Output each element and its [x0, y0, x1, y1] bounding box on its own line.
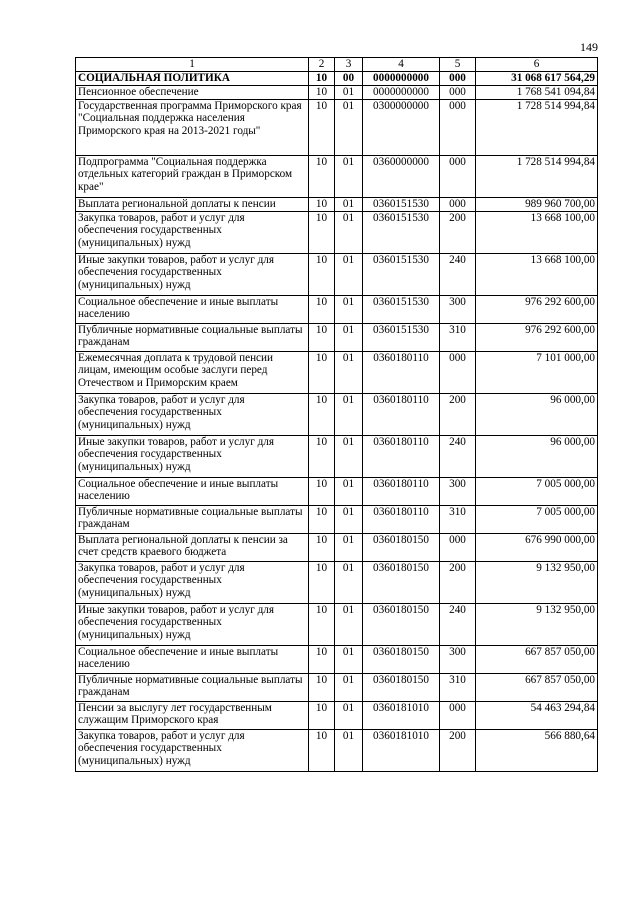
row-expense-type-code: 200 [440, 561, 476, 603]
row-subsection-code: 01 [335, 505, 363, 533]
row-section-code: 10 [309, 295, 335, 323]
row-subsection-code: 01 [335, 85, 363, 99]
row-target-article-code: 0360000000 [363, 155, 440, 197]
row-target-article-code: 0360180150 [363, 645, 440, 673]
row-target-article-code: 0360180150 [363, 673, 440, 701]
row-section-code: 10 [309, 393, 335, 435]
row-amount: 7 005 000,00 [476, 477, 598, 505]
row-target-article-code: 0000000000 [363, 71, 440, 85]
row-subsection-code: 01 [335, 295, 363, 323]
row-subsection-code: 01 [335, 197, 363, 211]
table-row [76, 351, 598, 393]
row-subsection-code: 01 [335, 533, 363, 561]
row-amount: 566 880,64 [476, 729, 598, 771]
row-amount: 31 068 617 564,29 [476, 71, 598, 85]
row-name: Иные закупки товаров, работ и услуг для обеспечения государственных (муниципальных) нужд [76, 253, 309, 295]
row-section-code: 10 [309, 701, 335, 729]
budget-table [75, 57, 598, 772]
row-name: Государственная программа Приморского края "Социальная поддержка населения Приморского края на 2013-2021 годы" [76, 99, 309, 155]
row-expense-type-code: 000 [440, 71, 476, 85]
table-row [76, 505, 598, 533]
row-amount: 9 132 950,00 [476, 603, 598, 645]
row-amount: 13 668 100,00 [476, 253, 598, 295]
row-target-article-code: 0360181010 [363, 729, 440, 771]
row-section-code: 10 [309, 673, 335, 701]
row-amount: 96 000,00 [476, 435, 598, 477]
row-expense-type-code: 000 [440, 85, 476, 99]
row-section-code: 10 [309, 533, 335, 561]
row-target-article-code: 0360180150 [363, 533, 440, 561]
row-name: Ежемесячная доплата к трудовой пенсии лицам, имеющим особые заслуги перед Отечеством и Приморским краем [76, 351, 309, 393]
row-subsection-code: 01 [335, 645, 363, 673]
row-amount: 667 857 050,00 [476, 673, 598, 701]
table-row [76, 729, 598, 771]
row-name: Закупка товаров, работ и услуг для обеспечения государственных (муниципальных) нужд [76, 561, 309, 603]
row-expense-type-code: 000 [440, 533, 476, 561]
row-section-code: 10 [309, 505, 335, 533]
row-target-article-code: 0360151530 [363, 295, 440, 323]
table-row [76, 99, 598, 155]
table-row [76, 211, 598, 253]
row-amount: 54 463 294,84 [476, 701, 598, 729]
row-subsection-code: 01 [335, 393, 363, 435]
table-row [76, 701, 598, 729]
row-subsection-code: 01 [335, 351, 363, 393]
table-row [76, 533, 598, 561]
table-row [76, 323, 598, 351]
row-name: Публичные нормативные социальные выплаты гражданам [76, 323, 309, 351]
row-expense-type-code: 240 [440, 603, 476, 645]
row-amount: 976 292 600,00 [476, 295, 598, 323]
row-amount: 976 292 600,00 [476, 323, 598, 351]
table-row [76, 603, 598, 645]
row-expense-type-code: 310 [440, 673, 476, 701]
row-target-article-code: 0360151530 [363, 197, 440, 211]
row-section-code: 10 [309, 85, 335, 99]
row-target-article-code: 0360180150 [363, 561, 440, 603]
row-subsection-code: 01 [335, 603, 363, 645]
row-subsection-code: 01 [335, 561, 363, 603]
row-target-article-code: 0360180110 [363, 435, 440, 477]
row-expense-type-code: 240 [440, 435, 476, 477]
row-expense-type-code: 240 [440, 253, 476, 295]
column-header: 3 [335, 58, 363, 72]
row-target-article-code: 0360180110 [363, 393, 440, 435]
column-header: 1 [76, 58, 309, 72]
row-expense-type-code: 300 [440, 295, 476, 323]
row-target-article-code: 0360180110 [363, 477, 440, 505]
row-name: Публичные нормативные социальные выплаты гражданам [76, 505, 309, 533]
row-amount: 676 990 000,00 [476, 533, 598, 561]
row-target-article-code: 0360180150 [363, 603, 440, 645]
row-target-article-code: 0360181010 [363, 701, 440, 729]
row-section-code: 10 [309, 645, 335, 673]
row-expense-type-code: 000 [440, 351, 476, 393]
row-name: Иные закупки товаров, работ и услуг для обеспечения государственных (муниципальных) нужд [76, 603, 309, 645]
row-amount: 989 960 700,00 [476, 197, 598, 211]
row-section-code: 10 [309, 99, 335, 155]
table-row [76, 155, 598, 197]
row-subsection-code: 01 [335, 701, 363, 729]
row-target-article-code: 0360151530 [363, 323, 440, 351]
row-section-code: 10 [309, 211, 335, 253]
row-expense-type-code: 000 [440, 155, 476, 197]
row-expense-type-code: 000 [440, 197, 476, 211]
table-header-row [76, 58, 598, 72]
row-amount: 667 857 050,00 [476, 645, 598, 673]
row-name: Публичные нормативные социальные выплаты гражданам [76, 673, 309, 701]
row-expense-type-code: 200 [440, 393, 476, 435]
row-amount: 1 728 514 994,84 [476, 99, 598, 155]
column-header: 4 [363, 58, 440, 72]
row-subsection-code: 01 [335, 253, 363, 295]
row-amount: 7 005 000,00 [476, 505, 598, 533]
row-name: СОЦИАЛЬНАЯ ПОЛИТИКА [76, 71, 309, 85]
table-row [76, 253, 598, 295]
row-name: Подпрограмма "Социальная поддержка отдельных категорий граждан в Приморском крае" [76, 155, 309, 197]
row-name: Социальное обеспечение и иные выплаты населению [76, 295, 309, 323]
table-row [76, 673, 598, 701]
row-amount: 7 101 000,00 [476, 351, 598, 393]
row-amount: 13 668 100,00 [476, 211, 598, 253]
table-row [76, 435, 598, 477]
table-row [76, 295, 598, 323]
row-name: Закупка товаров, работ и услуг для обеспечения государственных (муниципальных) нужд [76, 729, 309, 771]
row-section-code: 10 [309, 71, 335, 85]
row-expense-type-code: 300 [440, 645, 476, 673]
row-name: Выплата региональной доплаты к пенсии [76, 197, 309, 211]
row-subsection-code: 01 [335, 729, 363, 771]
row-subsection-code: 01 [335, 211, 363, 253]
row-subsection-code: 01 [335, 673, 363, 701]
row-subsection-code: 00 [335, 71, 363, 85]
row-target-article-code: 0300000000 [363, 99, 440, 155]
row-subsection-code: 01 [335, 155, 363, 197]
row-amount: 96 000,00 [476, 393, 598, 435]
row-subsection-code: 01 [335, 435, 363, 477]
row-expense-type-code: 000 [440, 99, 476, 155]
row-name: Закупка товаров, работ и услуг для обеспечения государственных (муниципальных) нужд [76, 393, 309, 435]
row-section-code: 10 [309, 323, 335, 351]
table-row [76, 477, 598, 505]
row-section-code: 10 [309, 477, 335, 505]
table-row [76, 71, 598, 85]
row-expense-type-code: 200 [440, 729, 476, 771]
row-section-code: 10 [309, 253, 335, 295]
row-target-article-code: 0360151530 [363, 211, 440, 253]
row-amount: 1 728 514 994,84 [476, 155, 598, 197]
row-expense-type-code: 200 [440, 211, 476, 253]
row-amount: 9 132 950,00 [476, 561, 598, 603]
row-section-code: 10 [309, 197, 335, 211]
row-name: Иные закупки товаров, работ и услуг для обеспечения государственных (муниципальных) нужд [76, 435, 309, 477]
row-target-article-code: 0000000000 [363, 85, 440, 99]
row-section-code: 10 [309, 603, 335, 645]
row-name: Социальное обеспечение и иные выплаты населению [76, 477, 309, 505]
row-target-article-code: 0360151530 [363, 253, 440, 295]
row-name: Социальное обеспечение и иные выплаты населению [76, 645, 309, 673]
row-section-code: 10 [309, 435, 335, 477]
table-row [76, 85, 598, 99]
table-row [76, 561, 598, 603]
row-expense-type-code: 300 [440, 477, 476, 505]
row-name: Выплата региональной доплаты к пенсии за счет средств краевого бюджета [76, 533, 309, 561]
row-name: Пенсионное обеспечение [76, 85, 309, 99]
row-subsection-code: 01 [335, 477, 363, 505]
row-name: Закупка товаров, работ и услуг для обеспечения государственных (муниципальных) нужд [76, 211, 309, 253]
column-header: 5 [440, 58, 476, 72]
row-name: Пенсии за выслугу лет государственным служащим Приморского края [76, 701, 309, 729]
table-row [76, 645, 598, 673]
row-target-article-code: 0360180110 [363, 505, 440, 533]
row-amount: 1 768 541 094,84 [476, 85, 598, 99]
row-section-code: 10 [309, 729, 335, 771]
row-expense-type-code: 310 [440, 505, 476, 533]
table-row [76, 393, 598, 435]
row-expense-type-code: 000 [440, 701, 476, 729]
row-target-article-code: 0360180110 [363, 351, 440, 393]
column-header: 2 [309, 58, 335, 72]
table-row [76, 197, 598, 211]
column-header: 6 [476, 58, 598, 72]
row-subsection-code: 01 [335, 99, 363, 155]
row-section-code: 10 [309, 561, 335, 603]
row-section-code: 10 [309, 155, 335, 197]
page-number: 149 [580, 40, 598, 54]
row-expense-type-code: 310 [440, 323, 476, 351]
row-section-code: 10 [309, 351, 335, 393]
row-subsection-code: 01 [335, 323, 363, 351]
